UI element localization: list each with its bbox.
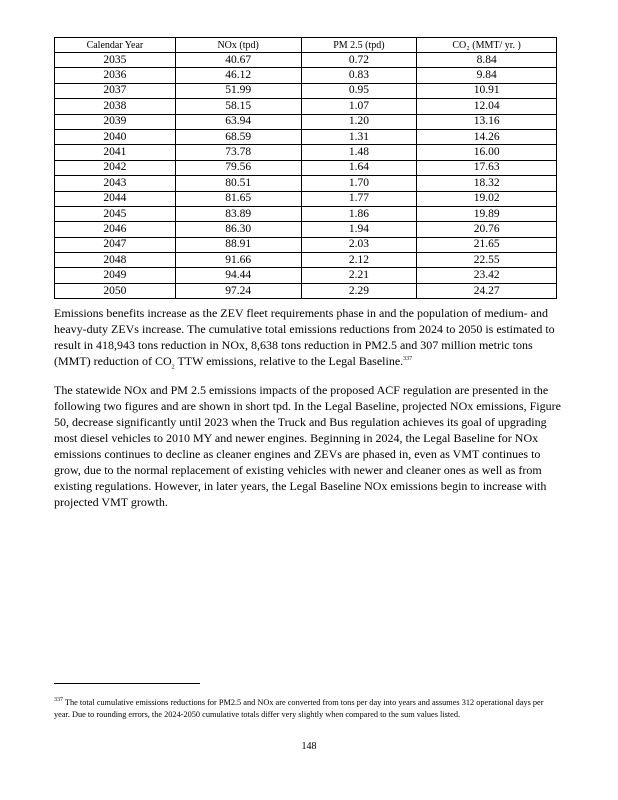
co2-cell: 16.00 [417,145,557,160]
co2-cell: 24.27 [417,283,557,298]
nox-cell: 80.51 [175,176,301,191]
co2-cell: 20.76 [417,222,557,237]
header-co2: CO₂ (MMT/ yr. ) [417,38,557,53]
footnote-divider [54,683,200,684]
pm25-cell: 0.95 [301,83,417,98]
calendar-year-cell: 2040 [55,129,176,144]
footnote [54,697,560,721]
co2-cell: 12.04 [417,99,557,114]
footnote-text: The total cumulative emissions reductions for PM2.5 and NOx are converted from tons per day into years and assumes 312 operational days per year. Due to rounding errors, the 2024-2050 cumulative totals differ very slightly when compared to the sum values listed. [54,698,544,719]
co2-cell: 23.42 [417,268,557,283]
table-row [55,160,557,175]
table-row [55,114,557,129]
nox-cell: 51.99 [175,83,301,98]
pm25-cell: 0.83 [301,68,417,83]
table-row [55,191,557,206]
table-row [55,268,557,283]
nox-cell: 73.78 [175,145,301,160]
nox-cell: 91.66 [175,253,301,268]
table-row [55,253,557,268]
co2-cell: 21.65 [417,237,557,252]
table-header-row [55,38,557,53]
co2-cell: 22.55 [417,253,557,268]
calendar-year-cell: 2046 [55,222,176,237]
table-row [55,222,557,237]
pm25-cell: 1.64 [301,160,417,175]
co2-cell: 19.89 [417,206,557,221]
pm25-cell: 0.72 [301,53,417,68]
calendar-year-cell: 2045 [55,206,176,221]
table-row [55,145,557,160]
table-row [55,237,557,252]
pm25-cell: 1.70 [301,176,417,191]
header-nox: NOx (tpd) [175,38,301,53]
table-row [55,83,557,98]
calendar-year-cell: 2043 [55,176,176,191]
calendar-year-cell: 2044 [55,191,176,206]
footnote-marker: 337 [54,697,63,704]
calendar-year-cell: 2039 [55,114,176,129]
header-calendar-year: Calendar Year [55,38,176,53]
co2-cell: 17.63 [417,160,557,175]
calendar-year-cell: 2042 [55,160,176,175]
calendar-year-cell: 2041 [55,145,176,160]
co2-cell: 8.84 [417,53,557,68]
pm25-cell: 1.94 [301,222,417,237]
table-row [55,68,557,83]
nox-cell: 88.91 [175,237,301,252]
nox-cell: 83.89 [175,206,301,221]
co2-cell: 13.16 [417,114,557,129]
pm25-cell: 2.03 [301,237,417,252]
calendar-year-cell: 2038 [55,99,176,114]
nox-cell: 58.15 [175,99,301,114]
emissions-benefits-paragraph [54,305,562,369]
table-row [55,206,557,221]
nox-cell: 81.65 [175,191,301,206]
table-body [55,53,557,299]
table-row [55,129,557,144]
calendar-year-cell: 2037 [55,83,176,98]
co2-cell: 18.32 [417,176,557,191]
pm25-cell: 1.20 [301,114,417,129]
pm25-cell: 1.86 [301,206,417,221]
nox-cell: 40.67 [175,53,301,68]
pm25-cell: 1.77 [301,191,417,206]
nox-cell: 68.59 [175,129,301,144]
calendar-year-cell: 2035 [55,53,176,68]
nox-cell: 46.12 [175,68,301,83]
nox-cell: 86.30 [175,222,301,237]
pm25-cell: 2.12 [301,253,417,268]
calendar-year-cell: 2036 [55,68,176,83]
calendar-year-cell: 2047 [55,237,176,252]
nox-cell: 63.94 [175,114,301,129]
nox-cell: 79.56 [175,160,301,175]
co2-cell: 19.02 [417,191,557,206]
pm25-cell: 1.48 [301,145,417,160]
pm25-cell: 2.29 [301,283,417,298]
calendar-year-cell: 2050 [55,283,176,298]
emissions-reductions-table [54,37,557,299]
co2-cell: 9.84 [417,68,557,83]
co2-cell: 10.91 [417,83,557,98]
table-row [55,53,557,68]
co2-cell: 14.26 [417,129,557,144]
pm25-cell: 1.31 [301,129,417,144]
header-pm25: PM 2.5 (tpd) [301,38,417,53]
calendar-year-cell: 2048 [55,253,176,268]
nox-cell: 97.24 [175,283,301,298]
table-row [55,283,557,298]
pm25-cell: 2.21 [301,268,417,283]
paragraph-text-continued: TTW emissions, relative to the Legal Baseline. [174,354,404,368]
footnote-reference: 337 [403,356,413,362]
co2-subscript: 2 [171,364,175,371]
pm25-cell: 1.07 [301,99,417,114]
nox-cell: 94.44 [175,268,301,283]
calendar-year-cell: 2049 [55,268,176,283]
statewide-impacts-paragraph: The statewide NOx and PM 2.5 emissions impacts of the proposed ACF regulation are presented in the following two figures and are shown in short tpd. In the Legal Baseline, projected NOx emissions, Figure 50, decrease significantly until 2023 when the Truck and Bus regulation achieves its goal of upgrading most diesel vehicles to 2010 MY and newer engines. Beginning in 2024, the Legal Baseline for NOx emissions continues to decline as cleaner engines and ZEVs are phased in, even as VMT continues to grow, due to the normal replacement of existing vehicles with newer and cleaner ones as well as from existing regulations. However, in later years, the Legal Baseline NOx emissions begin to increase with projected VMT growth. [54,383,561,509]
page-number: 148 [301,741,317,752]
paragraph-text: Emissions benefits increase as the ZEV fleet requirements phase in and the population of medium- and heavy-duty ZEVs increase. The cumulative total emissions reductions from 2024 to 2050 is estimated to result in 418,943 tons reduction in NOx, 8,638 tons reduction in PM2.5 and 307 million metric tons (MMT) reduction of CO [54,306,555,368]
table-row [55,99,557,114]
table-row [55,176,557,191]
